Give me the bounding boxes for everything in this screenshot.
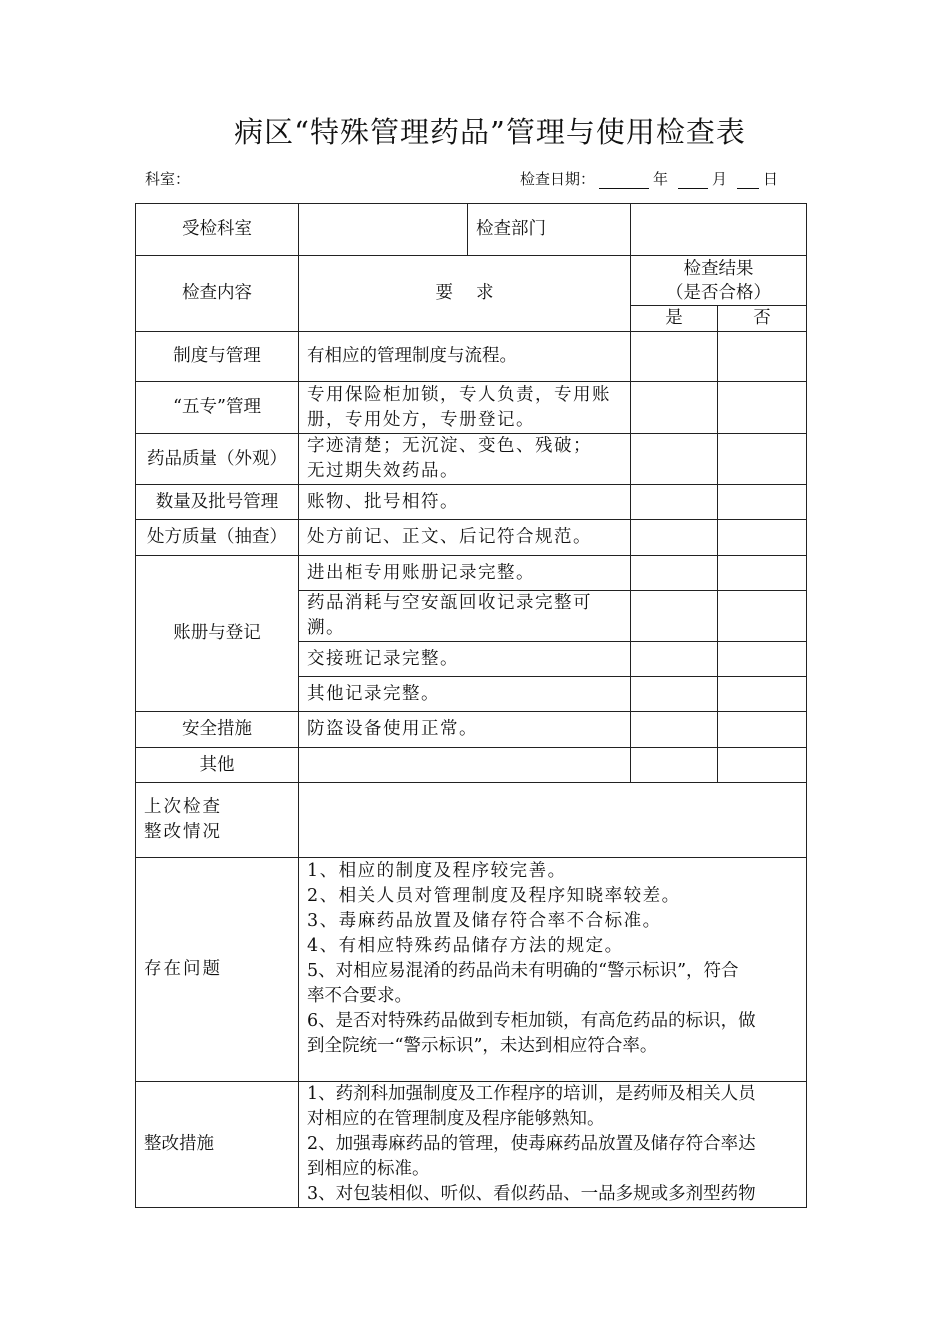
yes-header: 是: [631, 306, 718, 332]
problems-label: 存在问题: [136, 858, 299, 1082]
measures-text: [299, 1082, 807, 1208]
problems-text: [299, 858, 807, 1082]
requirement-line: 专用保险柜加锁，专人负责，专用账: [307, 384, 611, 405]
no-cell[interactable]: [718, 434, 807, 485]
table-row: [136, 783, 807, 858]
table-row: [136, 712, 807, 748]
measure-line: 对相应的在管理制度及程序能够熟知。: [307, 1109, 605, 1129]
requirement-text: 其他记录完整。: [299, 677, 631, 712]
item-label: 药品质量（外观）: [136, 434, 299, 485]
problem-line: 到全院统一“警示标识”，未达到相应符合率。: [307, 1036, 658, 1056]
table-row: [136, 748, 807, 783]
result-header-line-1: 检查结果: [683, 258, 754, 279]
no-cell[interactable]: [718, 591, 807, 642]
no-cell[interactable]: [718, 332, 807, 382]
table-row: [136, 1082, 807, 1208]
item-label: 其他: [136, 748, 299, 783]
requirement-text: [299, 382, 631, 434]
no-cell[interactable]: [718, 712, 807, 748]
problem-line: 4、有相应特殊药品储存方法的规定。: [307, 936, 624, 956]
no-cell[interactable]: [718, 382, 807, 434]
inspection-table: [135, 203, 807, 1208]
day-blank[interactable]: [737, 174, 759, 189]
date-label: 检查日期：: [520, 170, 596, 188]
ledger-item-label: 账册与登记: [136, 556, 299, 712]
no-cell[interactable]: [718, 642, 807, 677]
day-label: 日: [763, 170, 779, 188]
table-row: [136, 434, 807, 485]
no-cell[interactable]: [718, 520, 807, 556]
problem-line: 6、是否对特殊药品做到专柜加锁，有高危药品的标识，做: [307, 1011, 756, 1031]
requirement-text: 有相应的管理制度与流程。: [299, 332, 631, 382]
last-check-label-line: 整改情况: [144, 822, 222, 842]
no-header: 否: [718, 306, 807, 332]
page-title: 病区“特殊管理药品”管理与使用检查表: [234, 115, 746, 149]
requirement-text: 防盗设备使用正常。: [299, 712, 631, 748]
inspecting-dept-value[interactable]: [631, 204, 807, 256]
yes-cell[interactable]: [631, 485, 718, 520]
requirement-line: 药品消耗与空安瓿回收记录完整可: [307, 593, 592, 613]
year-label: 年: [653, 170, 669, 188]
item-label: 处方质量（抽查）: [136, 520, 299, 556]
inspected-dept-label: 受检科室: [136, 204, 299, 256]
requirement-line: 册，专用处方，专册登记。: [307, 409, 535, 430]
year-blank[interactable]: [599, 174, 649, 189]
requirement-text: [299, 591, 631, 642]
yes-cell[interactable]: [631, 556, 718, 591]
inspecting-dept-label: 检查部门: [468, 204, 631, 256]
requirement-text: 处方前记、正文、后记符合规范。: [299, 520, 631, 556]
table-row: [136, 332, 807, 382]
result-header: [631, 256, 807, 306]
problem-line: 5、对相应易混淆的药品尚未有明确的“警示标识”，符合: [307, 961, 739, 981]
item-label: 数量及批号管理: [136, 485, 299, 520]
requirement-text: 进出柜专用账册记录完整。: [299, 556, 631, 591]
inspected-dept-value[interactable]: [299, 204, 468, 256]
requirement-line: 字迹清楚；无沉淀、变色、残破；: [307, 436, 592, 456]
requirement-line: 溯。: [307, 618, 345, 638]
yes-cell[interactable]: [631, 748, 718, 783]
problem-line: 2、相关人员对管理制度及程序知晓率较差。: [307, 886, 681, 906]
requirement-text: [299, 434, 631, 485]
table-row: [136, 382, 807, 434]
dept-label: 科室：: [145, 170, 191, 188]
month-label: 月: [712, 170, 728, 188]
item-label: 安全措施: [136, 712, 299, 748]
no-cell[interactable]: [718, 485, 807, 520]
yes-cell[interactable]: [631, 520, 718, 556]
result-header-line-2: （是否合格）: [666, 282, 771, 303]
last-check-value[interactable]: [299, 783, 807, 858]
yes-cell[interactable]: [631, 434, 718, 485]
requirement-text: 交接班记录完整。: [299, 642, 631, 677]
date-row: [520, 168, 778, 189]
table-row: [136, 520, 807, 556]
yes-cell[interactable]: [631, 591, 718, 642]
yes-cell[interactable]: [631, 332, 718, 382]
item-label: “五专”管理: [136, 382, 299, 434]
measures-label: 整改措施: [136, 1082, 299, 1208]
table-row: [136, 556, 807, 591]
no-cell[interactable]: [718, 677, 807, 712]
month-blank[interactable]: [678, 174, 708, 189]
requirement-header: 要 求: [299, 256, 631, 332]
measure-line: 3、对包装相似、听似、看似药品、一品多规或多剂型药物: [307, 1184, 756, 1204]
measure-line: 2、加强毒麻药品的管理，使毒麻药品放置及储存符合率达: [307, 1134, 756, 1154]
no-cell[interactable]: [718, 748, 807, 783]
content-header: 检查内容: [136, 256, 299, 332]
yes-cell[interactable]: [631, 677, 718, 712]
requirement-text: 账物、批号相符。: [299, 485, 631, 520]
requirement-text[interactable]: [299, 748, 631, 783]
no-cell[interactable]: [718, 556, 807, 591]
table-row: [136, 858, 807, 1082]
last-check-label: [136, 783, 299, 858]
problem-line: 率不合要求。: [307, 986, 412, 1006]
problem-line: 1、相应的制度及程序较完善。: [307, 861, 567, 881]
measure-line: 1、药剂科加强制度及工作程序的培训，是药师及相关人员: [307, 1084, 756, 1104]
measure-line: 到相应的标准。: [307, 1159, 430, 1179]
requirement-line: 无过期失效药品。: [307, 461, 459, 481]
item-label: 制度与管理: [136, 332, 299, 382]
yes-cell[interactable]: [631, 712, 718, 748]
problem-line: 3、毒麻药品放置及储存符合率不合标准。: [307, 911, 662, 931]
yes-cell[interactable]: [631, 642, 718, 677]
last-check-label-line: 上次检查: [144, 797, 222, 817]
table-row: [136, 485, 807, 520]
yes-cell[interactable]: [631, 382, 718, 434]
